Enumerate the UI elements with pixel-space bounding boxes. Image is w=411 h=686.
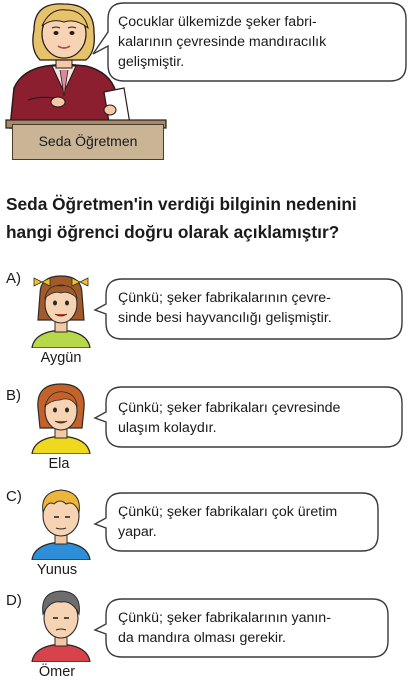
option-a-student-name: Aygün	[40, 350, 82, 366]
option-d-student-name: Ömer	[38, 664, 76, 680]
teacher-name: Seda Öğretmen	[38, 133, 138, 149]
option-b-student-name: Ela	[48, 456, 70, 472]
option-b-letter: B)	[6, 387, 21, 404]
teacher-nameplate	[12, 124, 164, 160]
option-b-speech-bubble	[94, 386, 404, 448]
option-c-speech-bubble	[94, 492, 380, 552]
teacher-speech-bubble	[92, 2, 408, 82]
option-c-letter: C)	[6, 488, 22, 505]
option-c-text: Çünkü; şeker fabrikaları çok üretim yapar.	[118, 504, 338, 540]
option-a-text: Çünkü; şeker fabrikalarının çevre- sinde besi hayvancılığı gelişmiştir.	[118, 290, 332, 326]
question-text: Seda Öğretmen'in verdiği bilginin nedenini hangi öğrenci doğru olarak açıklamıştır?	[6, 194, 357, 242]
teacher-speech-text: Çocuklar ülkemizde şeker fabri- kalarının çevresinde mandıracılık gelişmiştir.	[118, 14, 327, 70]
option-d-speech-bubble	[94, 598, 390, 658]
option-a-speech-bubble	[94, 278, 404, 340]
option-d-text: Çünkü; şeker fabrikalarının yanın- da mandıra olması gerekir.	[118, 610, 331, 646]
option-a-student-avatar	[26, 272, 96, 348]
option-d-letter: D)	[6, 592, 22, 609]
option-b-student-avatar	[26, 378, 96, 454]
option-a-letter: A)	[6, 270, 21, 287]
option-b-text: Çünkü; şeker fabrikaları çevresinde ulaşım kolaydır.	[118, 400, 341, 436]
option-c-student-avatar	[26, 484, 96, 560]
option-d-student-avatar	[26, 588, 96, 662]
option-c-student-name: Yunus	[36, 562, 78, 578]
